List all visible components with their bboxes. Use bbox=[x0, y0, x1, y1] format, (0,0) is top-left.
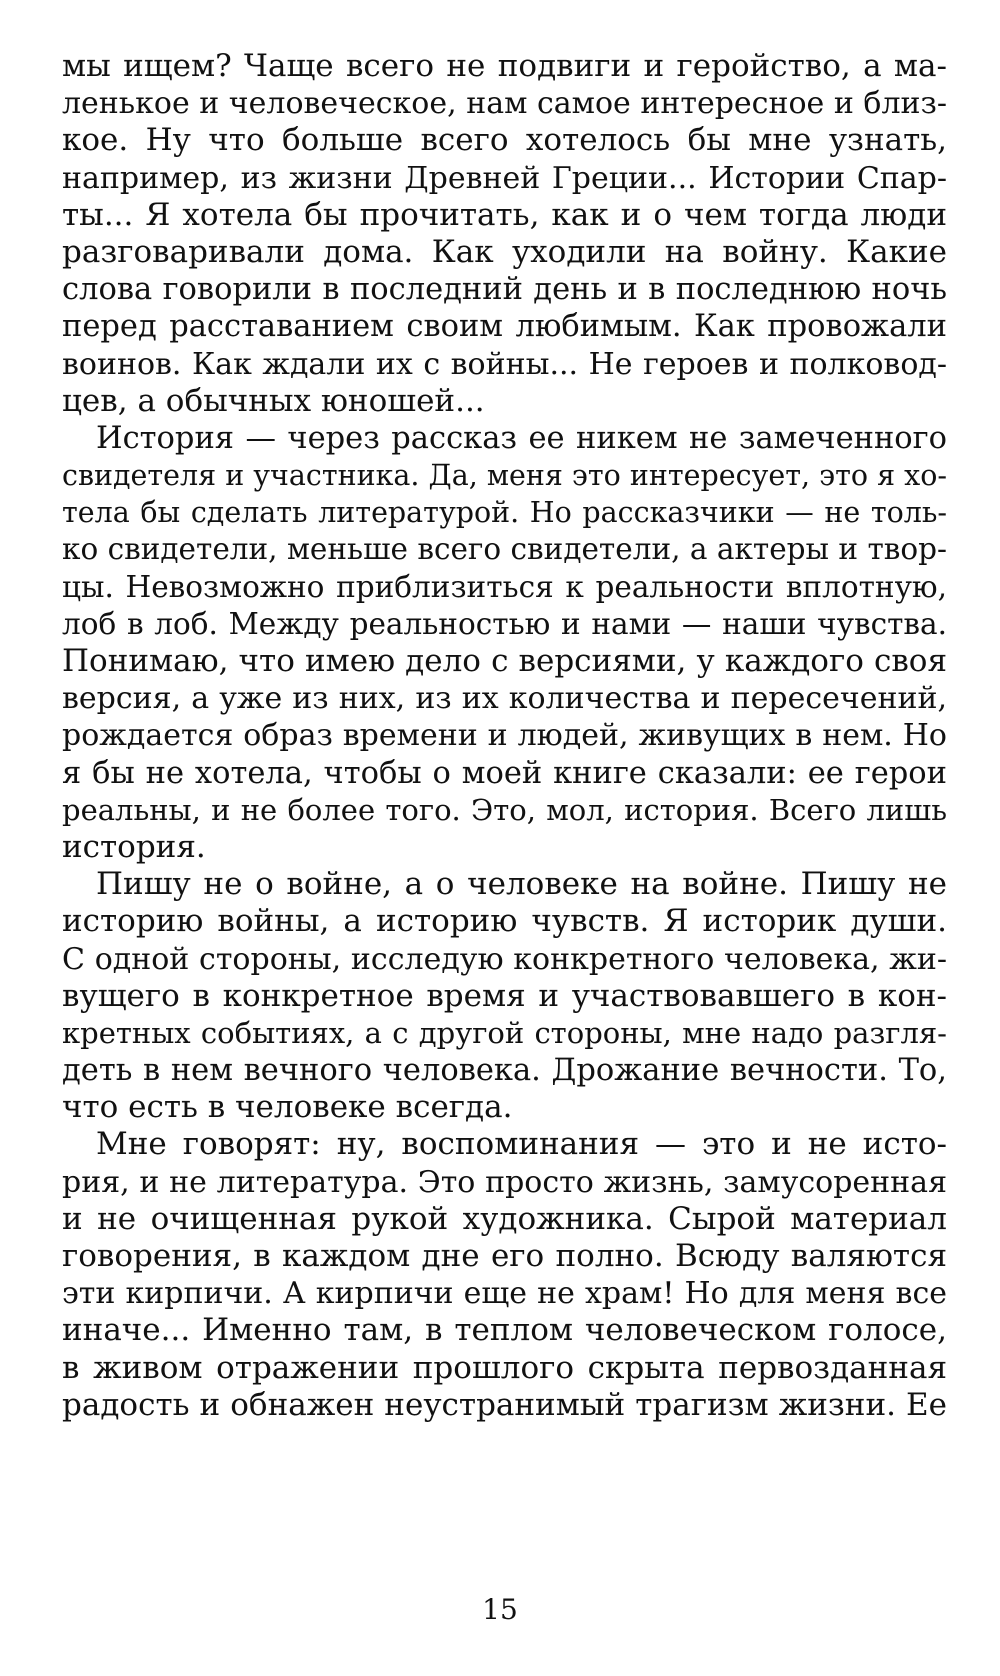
text-line: рождается образ времени и людей, живущих в нем. Но bbox=[62, 718, 947, 754]
text-line: иначе... Именно там, в теплом человеческом голосе, bbox=[62, 1312, 947, 1349]
text-line: История — через рассказ ее никем не замеченного bbox=[96, 420, 947, 456]
text-line: кретных событиях, а с другой стороны, мне надо разгля- bbox=[62, 1015, 947, 1050]
text-line: говорения, в каждом дне его полно. Всюду валяются bbox=[62, 1238, 947, 1274]
text-line: в живом отражении прошлого скрыта первозданная bbox=[62, 1349, 947, 1386]
text-line: слова говорили в последний день и в последнюю ночь bbox=[62, 272, 947, 308]
text-line: свидетеля и участника. Да, меня это интересует, это я хо- bbox=[62, 459, 947, 493]
text-line: деть в нем вечного человека. Дрожание вечности. То, bbox=[62, 1053, 947, 1089]
text-line: мы ищем? Чаще всего не подвиги и геройство, а ма- bbox=[62, 48, 947, 84]
text-line: цев, а обычных юношей... bbox=[62, 382, 485, 419]
page-number: 15 bbox=[482, 1593, 518, 1626]
text-line: Пишу не о войне, а о человеке на войне. Пишу не bbox=[96, 866, 947, 903]
text-line: например, из жизни Древней Греции... Истории Спар- bbox=[62, 160, 947, 196]
text-line: Мне говорят: ну, воспоминания — это и не исто- bbox=[96, 1126, 947, 1163]
text-line: разговаривали дома. Как уходили на войну. Какие bbox=[62, 233, 947, 270]
text-line: ты... Я хотела бы прочитать, как и о чем тогда люди bbox=[62, 196, 947, 233]
text-line: я бы не хотела, чтобы о моей книге сказали: ее герои bbox=[62, 755, 947, 791]
text-line: эти кирпичи. А кирпичи еще не храм! Но для меня все bbox=[62, 1276, 947, 1312]
text-line: лоб в лоб. Между реальностью и нами — наши чувства. bbox=[62, 606, 947, 641]
text-line: ленькое и человеческое, нам самое интересное и близ- bbox=[62, 86, 947, 122]
text-line: рия, и не литература. Это просто жизнь, замусоренная bbox=[62, 1164, 947, 1200]
text-line: ко свидетели, меньше всего свидетели, а актеры и твор- bbox=[62, 532, 947, 567]
text-line: история. bbox=[62, 828, 206, 865]
text-line: тела бы сделать литературой. Но рассказчики — не толь- bbox=[62, 496, 947, 530]
page-text bbox=[62, 48, 947, 1424]
text-line: вущего в конкретное время и участвовавшего в кон- bbox=[62, 977, 947, 1014]
text-line: реальны, и не более того. Это, мол, история. Всего лишь bbox=[62, 792, 947, 827]
text-line: Понимаю, что имею дело с версиями, у каждого своя bbox=[62, 643, 947, 679]
text-line: цы. Невозможно приблизиться к реальности вплотную, bbox=[62, 569, 947, 604]
text-line: перед расставанием своим любимым. Как провожали bbox=[62, 309, 947, 345]
text-line: С одной стороны, исследую конкретного человека, жи- bbox=[62, 941, 947, 977]
text-line: версия, а уже из них, из их количества и пересечений, bbox=[62, 681, 947, 717]
text-line: историю войны, а историю чувств. Я историк души. bbox=[62, 903, 947, 940]
text-line: радость и обнажен неустранимый трагизм жизни. Ее bbox=[62, 1386, 947, 1423]
text-line: воинов. Как ждали их с войны... Не героев и полковод- bbox=[62, 346, 947, 382]
text-line: кое. Ну что больше всего хотелось бы мне узнать, bbox=[62, 122, 947, 159]
text-line: что есть в человеке всегда. bbox=[62, 1089, 513, 1126]
text-line: и не очищенная рукой художника. Сырой материал bbox=[62, 1200, 947, 1237]
